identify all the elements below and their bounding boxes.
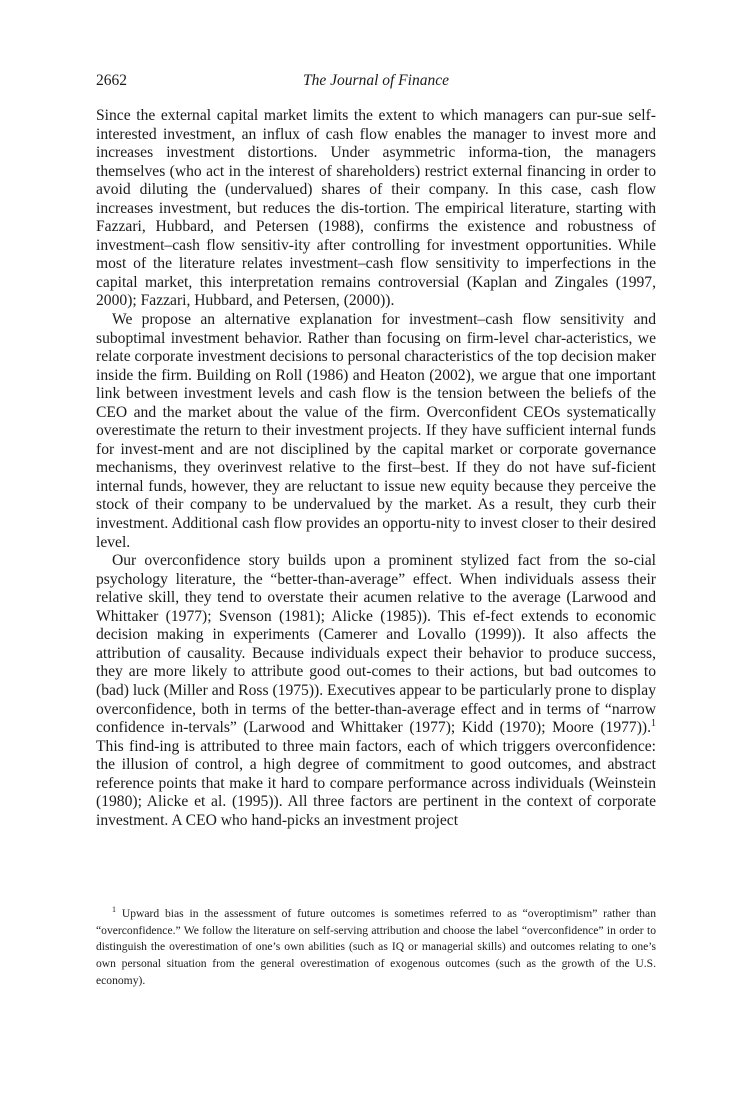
journal-title: The Journal of Finance bbox=[303, 72, 449, 89]
paragraph-2: We propose an alternative explanation for investment–cash flow sensitivity and suboptimal investment behavior. Rather than focusing on firm-level char-acteristics, we relate corporate investment decisions to personal characteristics of the top decision maker inside the firm. Building on Roll (1986) and Heaton (2002), we argue that one important link between investment levels and cash flow is the tension between the beliefs of the CEO and the market about the value of the firm. Overconfident CEOs systematically overestimate the return to their investment projects. If they have sufficient internal funds for invest-ment and are not disciplined by the capital market or corporate governance mechanisms, they overinvest relative to the first–best. If they do not have suf-ficient internal funds, however, they are reluctant to issue new equity because they perceive the stock of their company to be undervalued by the market. As a result, they curb their investment. Additional cash flow provides an opportu-nity to invest closer to their desired level. bbox=[96, 311, 656, 551]
paragraph-3-text-before-note: Our overconfidence story builds upon a prominent stylized fact from the so-cial psychology literature, the “better-than-average” effect. When individuals assess their relative skill, they tend to overstate their acumen relative to the average (Larwood and Whittaker (1977); Svenson (1981); Alicke (1985)). This ef-fect extends to economic decision making in experiments (Camerer and Lovallo (1999)). It also affects the attribution of causality. Because individuals expect their behavior to produce success, they are more likely to attribute good out-comes to their actions, but bad outcomes to (bad) luck (Miller and Ross (1975)). Executives appear to be particularly prone to display overconfidence, both in terms of the better-than-average effect and in terms of “narrow confidence in-tervals” (Larwood and Whittaker (1977); Kidd (1970); Moore (1977)). bbox=[96, 552, 656, 737]
running-head bbox=[96, 72, 656, 92]
article-body bbox=[96, 107, 656, 830]
paragraph-3 bbox=[96, 552, 656, 830]
footnote-text: Upward bias in the assessment of future outcomes is sometimes referred to as “overoptimism” rather than “overconfidence.” We follow the literature on self-serving attribution and choose the label “overconfidence” in order to distinguish the overestimation of one’s own abilities (such as IQ or managerial skills) and outcomes relating to one’s own personal situation from the general overestimation of exogenous outcomes (such as the growth of the U.S. economy). bbox=[96, 907, 656, 987]
footnote bbox=[96, 906, 656, 990]
page-number: 2662 bbox=[96, 72, 127, 89]
footnote-marker: 1 bbox=[112, 905, 116, 915]
footnote-reference: 1 bbox=[651, 717, 656, 729]
paragraph-3-text-after-note: This find-ing is attributed to three main factors, each of which triggers overconfidence: the illusion of control, a high degree of commitment to good outcomes, and abstract reference points that make it hard to compare performance across individuals (Weinstein (1980); Alicke et al. (1995)). All three factors are pertinent in the context of corporate investment. A CEO who hand-picks an investment project bbox=[96, 737, 656, 829]
paragraph-1: Since the external capital market limits the extent to which managers can pur-sue self-interested investment, an influx of cash flow enables the manager to invest more and increases investment distortions. Under asymmetric informa-tion, the managers themselves (who act in the interest of shareholders) restrict external financing in order to avoid diluting the (undervalued) shares of their company. In this case, cash flow increases investment, but reduces the dis-tortion. The empirical literature, starting with Fazzari, Hubbard, and Petersen (1988), confirms the existence and robustness of investment–cash flow sensitiv-ity after controlling for investment opportunities. While most of the literature relates investment–cash flow sensitivity to imperfections in the capital market, this interpretation remains controversial (Kaplan and Zingales (1997, 2000); Fazzari, Hubbard, and Petersen, (2000)). bbox=[96, 107, 656, 310]
